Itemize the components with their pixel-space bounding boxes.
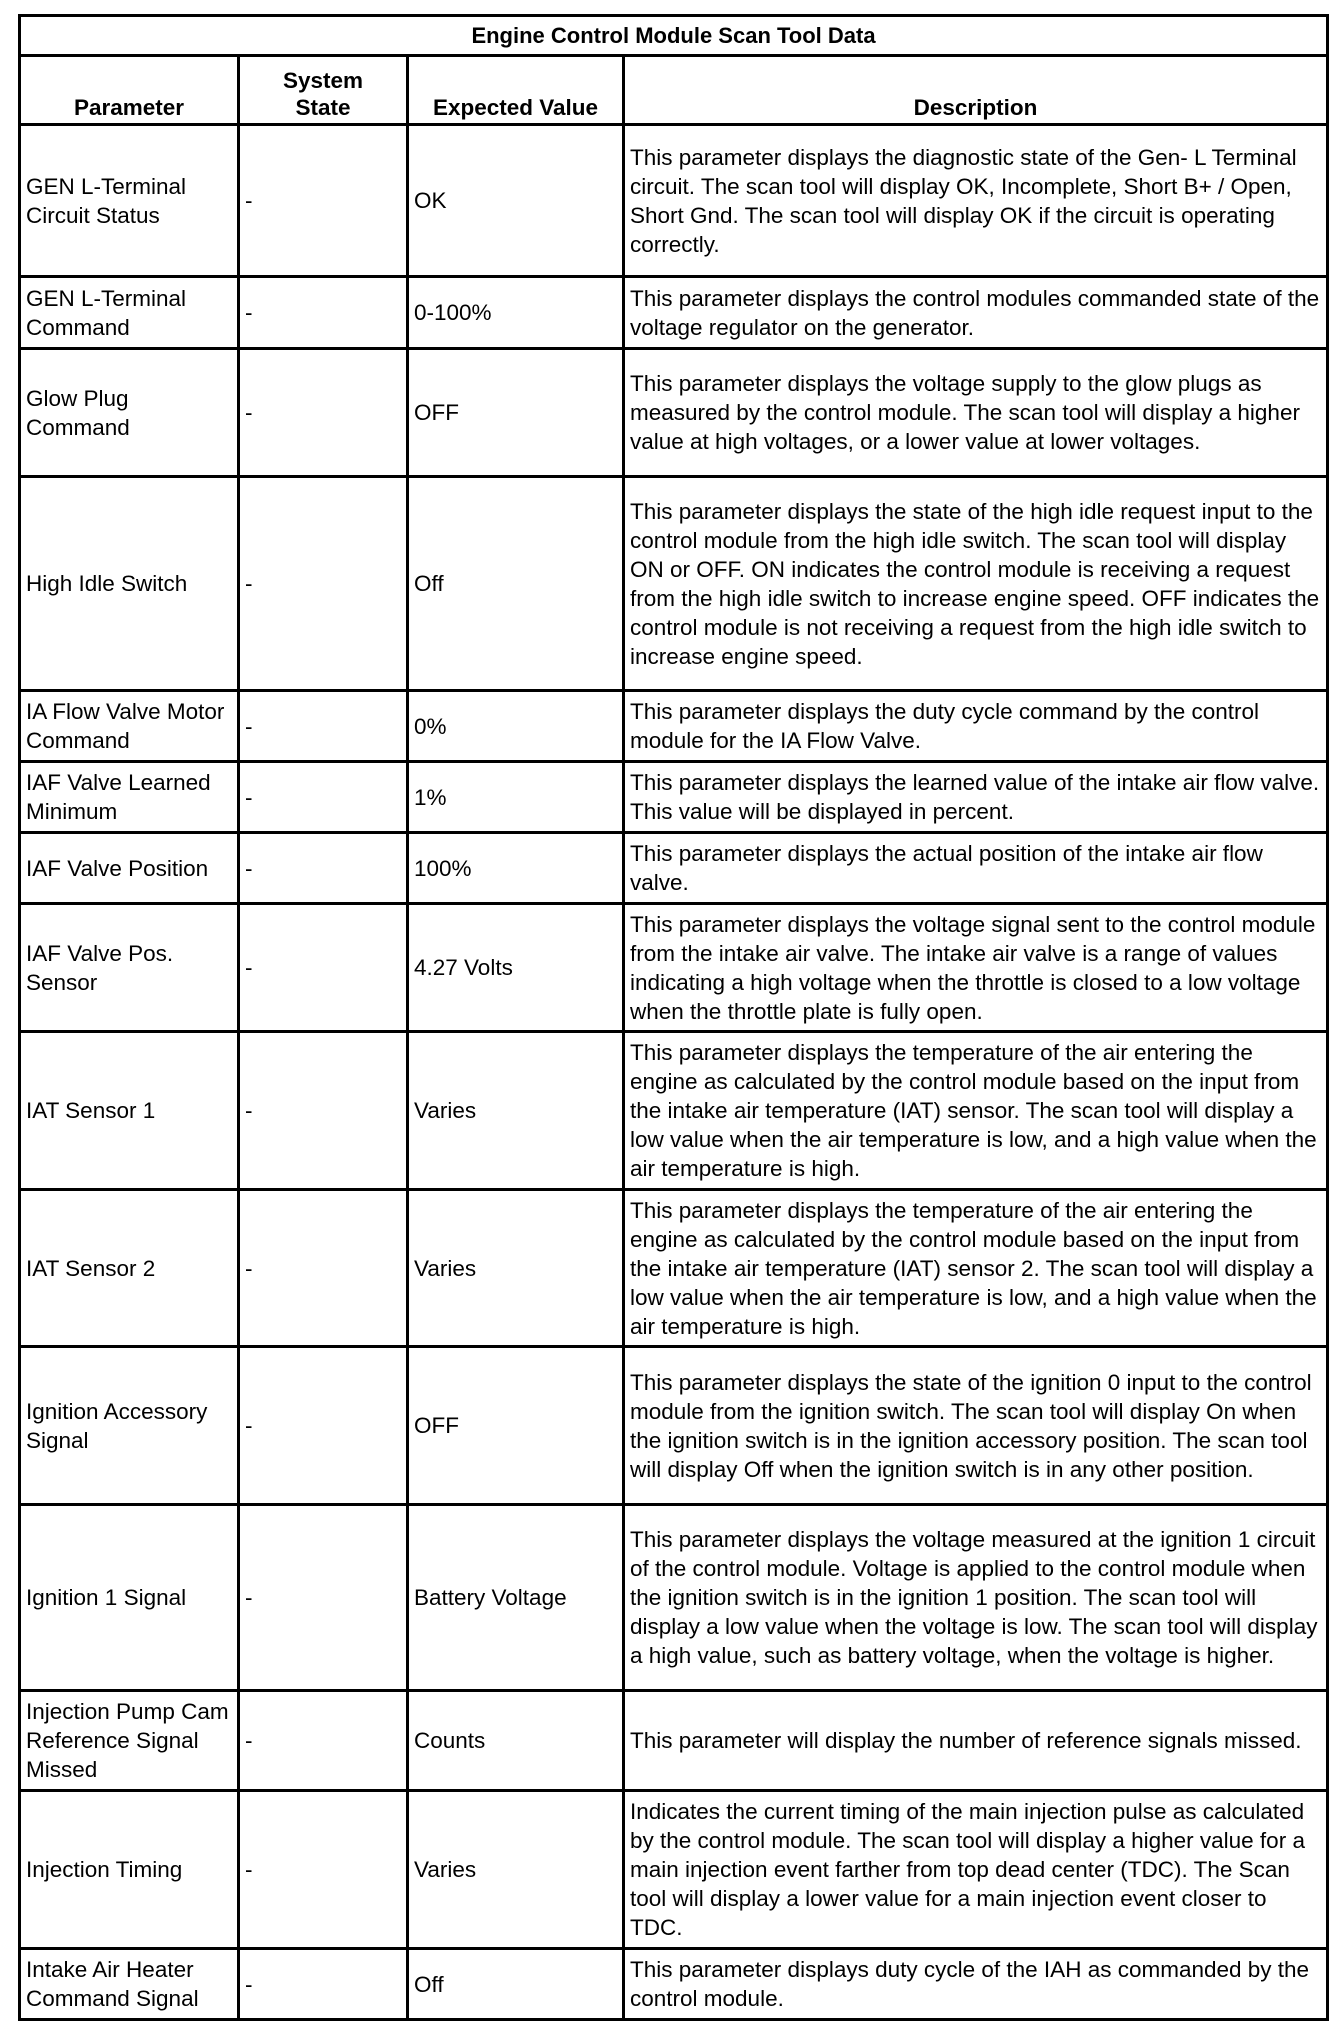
cell-system-state: - (239, 1691, 408, 1791)
cell-system-state: - (239, 1949, 408, 2020)
cell-parameter: Injection Timing (20, 1791, 239, 1949)
cell-expected-value: 4.27 Volts (408, 904, 624, 1032)
cell-description: Indicates the current timing of the main injection pulse as calculated by the control module. The scan tool will display a higher value for a main injection event farther from top dead center (TDC). The Scan tool will display a lower value for a main injection event closer to TDC. (624, 1791, 1328, 1949)
header-system-state (239, 56, 408, 125)
cell-description: This parameter displays the learned value of the intake air flow valve. This value will be displayed in percent. (624, 762, 1328, 833)
table-row (20, 477, 1328, 691)
cell-description: This parameter displays the voltage signal sent to the control module from the intake air valve. The intake air valve is a range of values indicating a high voltage when the throttle is closed to a low voltage when the throttle plate is fully open. (624, 904, 1328, 1032)
cell-expected-value: Varies (408, 1032, 624, 1190)
cell-expected-value: 1% (408, 762, 624, 833)
cell-description: This parameter displays the duty cycle command by the control module for the IA Flow Valve. (624, 691, 1328, 762)
table-title: Engine Control Module Scan Tool Data (20, 16, 1328, 56)
table-row (20, 1691, 1328, 1791)
table-row (20, 833, 1328, 904)
table-row (20, 1949, 1328, 2020)
cell-description: This parameter displays the control modules commanded state of the voltage regulator on the generator. (624, 277, 1328, 349)
cell-parameter: Ignition 1 Signal (20, 1505, 239, 1691)
cell-parameter: GEN L-Terminal Circuit Status (20, 125, 239, 277)
cell-parameter: Glow Plug Command (20, 349, 239, 477)
cell-expected-value: Off (408, 477, 624, 691)
cell-parameter: IA Flow Valve Motor Command (20, 691, 239, 762)
cell-parameter: GEN L-Terminal Command (20, 277, 239, 349)
table-row (20, 277, 1328, 349)
cell-parameter: Injection Pump Cam Reference Signal Missed (20, 1691, 239, 1791)
table-row (20, 1505, 1328, 1691)
table-row (20, 762, 1328, 833)
header-parameter: Parameter (20, 56, 239, 125)
cell-expected-value: Battery Voltage (408, 1505, 624, 1691)
table-row (20, 125, 1328, 277)
cell-parameter: IAT Sensor 2 (20, 1190, 239, 1347)
cell-expected-value: 0-100% (408, 277, 624, 349)
table-row (20, 904, 1328, 1032)
cell-description: This parameter displays the actual position of the intake air flow valve. (624, 833, 1328, 904)
cell-parameter: IAT Sensor 1 (20, 1032, 239, 1190)
table-row (20, 1190, 1328, 1347)
cell-system-state: - (239, 477, 408, 691)
table-row (20, 1032, 1328, 1190)
cell-expected-value: Off (408, 1949, 624, 2020)
table-row (20, 691, 1328, 762)
cell-description: This parameter will display the number of reference signals missed. (624, 1691, 1328, 1791)
cell-system-state: - (239, 691, 408, 762)
cell-description: This parameter displays the diagnostic state of the Gen- L Terminal circuit. The scan tool will display OK, Incomplete, Short B+ / Open, Short Gnd. The scan tool will display OK if the circuit is operating correctly. (624, 125, 1328, 277)
cell-system-state: - (239, 277, 408, 349)
cell-expected-value: OK (408, 125, 624, 277)
cell-description: This parameter displays the temperature of the air entering the engine as calculated by the control module based on the input from the intake air temperature (IAT) sensor. The scan tool will display a low value when the air temperature is low, and a high value when the air temperature is high. (624, 1032, 1328, 1190)
cell-system-state: - (239, 762, 408, 833)
cell-expected-value: Varies (408, 1791, 624, 1949)
header-expected-value: Expected Value (408, 56, 624, 125)
cell-expected-value: 100% (408, 833, 624, 904)
table-row (20, 1791, 1328, 1949)
cell-parameter: High Idle Switch (20, 477, 239, 691)
cell-parameter: Intake Air Heater Command Signal (20, 1949, 239, 2020)
cell-parameter: Ignition Accessory Signal (20, 1347, 239, 1505)
cell-parameter: IAF Valve Learned Minimum (20, 762, 239, 833)
table-row (20, 349, 1328, 477)
header-system-state-line1: System (282, 68, 364, 93)
cell-system-state: - (239, 349, 408, 477)
cell-system-state: - (239, 1791, 408, 1949)
cell-system-state: - (239, 833, 408, 904)
cell-expected-value: Counts (408, 1691, 624, 1791)
cell-system-state: - (239, 1347, 408, 1505)
header-system-state-line2: State (295, 95, 351, 120)
cell-description: This parameter displays the state of the high idle request input to the control module from the high idle switch. The scan tool will display ON or OFF. ON indicates the control module is receiving a request from the high idle switch to increase engine speed. OFF indicates the control module is not receiving a request from the high idle switch to increase engine speed. (624, 477, 1328, 691)
cell-description: This parameter displays the voltage supply to the glow plugs as measured by the control module. The scan tool will display a higher value at high voltages, or a lower value at lower voltages. (624, 349, 1328, 477)
cell-system-state: - (239, 125, 408, 277)
cell-parameter: IAF Valve Position (20, 833, 239, 904)
cell-description: This parameter displays the temperature of the air entering the engine as calculated by the control module based on the input from the intake air temperature (IAT) sensor 2. The scan tool will display a low value when the air temperature is low, and a high value when the air temperature is high. (624, 1190, 1328, 1347)
cell-system-state: - (239, 1505, 408, 1691)
cell-system-state: - (239, 904, 408, 1032)
cell-system-state: - (239, 1190, 408, 1347)
cell-description: This parameter displays duty cycle of the IAH as commanded by the control module. (624, 1949, 1328, 2020)
table-row (20, 1347, 1328, 1505)
scan-tool-data-table (18, 14, 1329, 2021)
cell-system-state: - (239, 1032, 408, 1190)
cell-expected-value: OFF (408, 1347, 624, 1505)
cell-expected-value: Varies (408, 1190, 624, 1347)
cell-expected-value: OFF (408, 349, 624, 477)
cell-expected-value: 0% (408, 691, 624, 762)
cell-parameter: IAF Valve Pos. Sensor (20, 904, 239, 1032)
cell-description: This parameter displays the state of the ignition 0 input to the control module from the ignition switch. The scan tool will display On when the ignition switch is in the ignition accessory position. The scan tool will display Off when the ignition switch is in any other position. (624, 1347, 1328, 1505)
cell-description: This parameter displays the voltage measured at the ignition 1 circuit of the control module. Voltage is applied to the control module when the ignition switch is in the ignition 1 position. The scan tool will display a low value when the voltage is low. The scan tool will display a high value, such as battery voltage, when the voltage is higher. (624, 1505, 1328, 1691)
header-description: Description (624, 56, 1328, 125)
scan-tool-data-document (18, 14, 1326, 2021)
